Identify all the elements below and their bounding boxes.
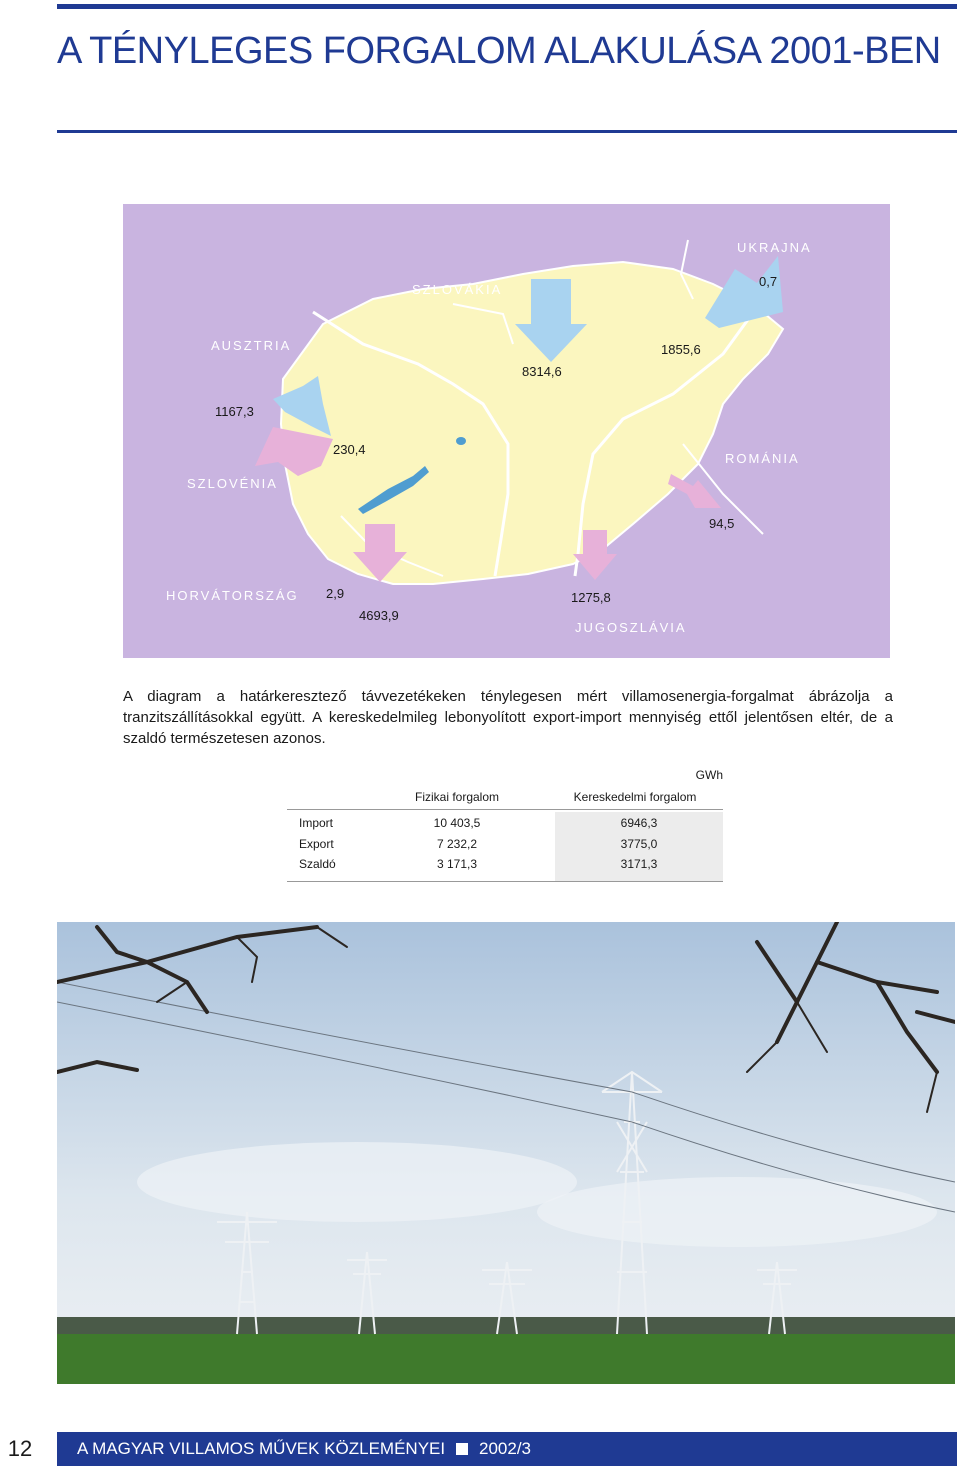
flow-map — [123, 204, 890, 658]
value-horvat-export: 4693,9 — [359, 608, 399, 623]
row-fizikai: 3 171,3 — [436, 857, 478, 871]
label-jugoszlavia: JUGOSZLÁVIA — [575, 620, 687, 635]
row-kereskedelmi: 3775,0 — [620, 837, 658, 851]
row-fizikai: 10 403,5 — [433, 816, 481, 830]
row-label: Export — [299, 837, 334, 851]
label-ukrajna: UKRAJNA — [737, 240, 812, 255]
title-rule — [57, 130, 957, 133]
value-horvat-import: 2,9 — [326, 586, 345, 601]
top-rule — [57, 4, 957, 9]
label-szlovenia: SZLOVÉNIA — [187, 476, 278, 491]
lake-velence — [456, 437, 466, 445]
row-fizikai: 7 232,2 — [436, 837, 478, 851]
label-szlovakia: SZLOVÁKIA — [412, 282, 503, 297]
value-ukrajna-import: 1855,6 — [661, 342, 701, 357]
photo-graphic — [57, 922, 955, 1384]
header-fizikai: Fizikai forgalom — [414, 790, 500, 804]
value-ukrajna-export: 0,7 — [759, 274, 778, 289]
field — [57, 1334, 955, 1384]
square-icon — [456, 1443, 468, 1455]
value-ausztria-export: 1167,3 — [215, 404, 254, 419]
arrow-romania — [668, 474, 721, 508]
power-lines-photo — [57, 922, 955, 1384]
table-unit: GWh — [695, 768, 723, 782]
header-kereskedelmi: Kereskedelmi forgalom — [573, 790, 697, 804]
footer — [0, 1432, 960, 1466]
label-ausztria: AUSZTRIA — [211, 338, 292, 353]
footer-bar — [57, 1432, 957, 1466]
value-ausztria-import: 230,4 — [333, 442, 366, 457]
value-jugoszlavia: 1275,8 — [571, 590, 611, 605]
table-body — [287, 812, 723, 882]
label-horvatorszag: HORVÁTORSZÁG — [166, 588, 299, 603]
table-row — [287, 837, 723, 857]
row-kereskedelmi: 3171,3 — [620, 857, 658, 871]
value-romania: 94,5 — [709, 516, 735, 531]
table-header — [287, 790, 723, 810]
row-label: Import — [299, 816, 334, 830]
map-description: A diagram a határkeresztező távvezetékeken ténylegesen mért villamosenergia-forgalmat ábrázolja a tranzitszállításokkal együtt. A kereskedelmileg lebonyolított export-import mennyiség ettől jelentősen eltér, de a szaldó természetesen azonos. — [123, 688, 893, 747]
row-label: Szaldó — [299, 857, 336, 871]
cloud — [537, 1177, 937, 1247]
row-kereskedelmi: 6946,3 — [620, 816, 658, 830]
value-szlovakia: 8314,6 — [522, 364, 562, 379]
publication-name: A MAGYAR VILLAMOS MŰVEK KÖZLEMÉNYEI — [77, 1439, 446, 1458]
issue-number: 2002/3 — [479, 1439, 531, 1458]
table-row — [287, 816, 723, 836]
cloud — [137, 1142, 577, 1222]
page-number: 12 — [7, 1436, 33, 1461]
table-row — [287, 857, 723, 877]
page-title: A TÉNYLEGES FORGALOM ALAKULÁSA 2001-BEN — [57, 30, 941, 72]
label-romania: ROMÁNIA — [725, 451, 800, 466]
